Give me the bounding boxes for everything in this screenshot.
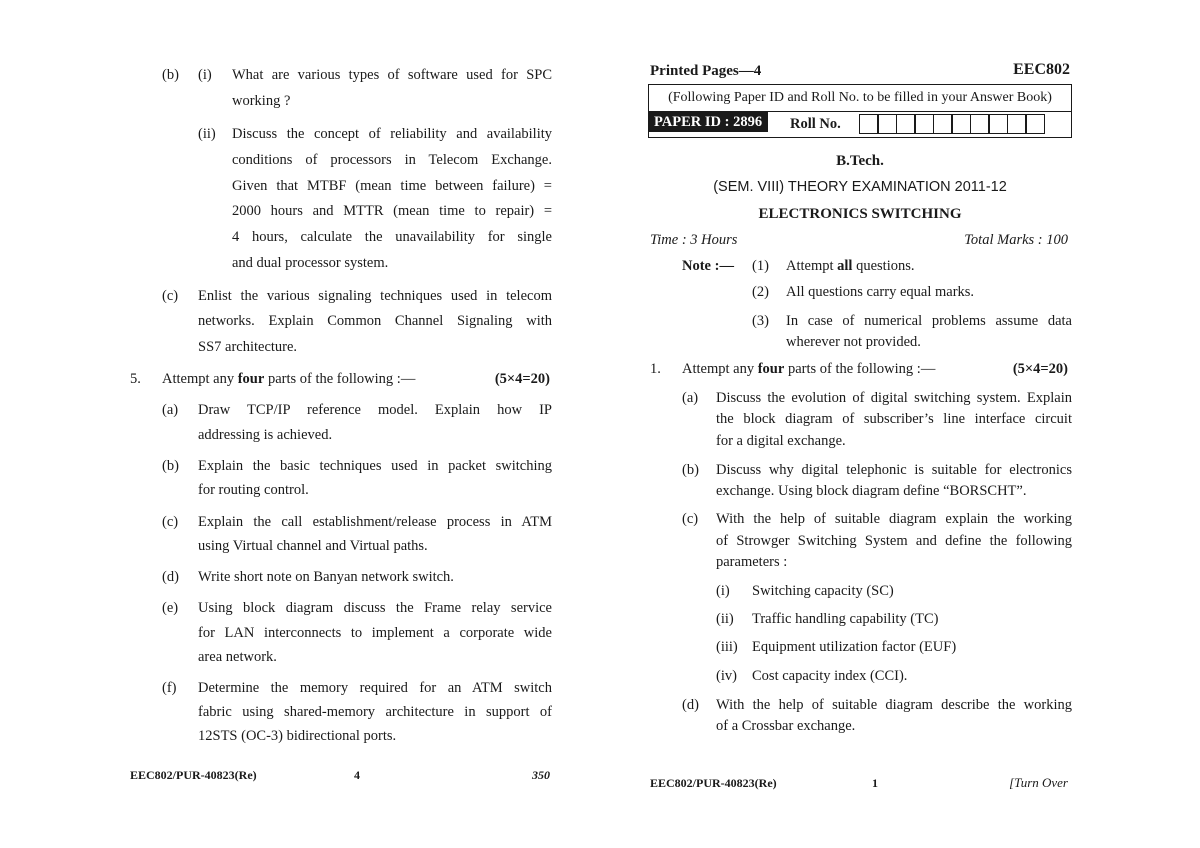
paper-code: EEC802 (1013, 61, 1070, 78)
q4b-i-label: (i) (198, 67, 212, 83)
roll-cell[interactable] (970, 114, 990, 134)
left-page (128, 0, 552, 848)
q4b-ii-line: 2000 hours and MTTR (mean time to repair) = (232, 203, 552, 219)
q1-marks: (5×4=20) (1012, 361, 1068, 377)
roll-cell[interactable] (933, 114, 953, 134)
q1b-line: Discuss why digital telephonic is suitable for electronics (716, 462, 1072, 478)
q1c-label: (c) (682, 511, 699, 527)
footer-code: EEC802/PUR-40823(Re) (130, 768, 257, 782)
q4b-i-text-cont: working ? (232, 93, 291, 109)
q1c-sub-text: Cost capacity index (CCI). (752, 668, 908, 684)
q5e-label: (e) (162, 600, 179, 616)
q4c-line: networks. Explain Common Channel Signaling with (198, 313, 552, 329)
q5f-line: fabric using shared-memory architecture in support of (198, 704, 552, 720)
q1a-line: Discuss the evolution of digital switching system. Explain (716, 390, 1072, 406)
q4b-ii-line: Discuss the concept of reliability and availability (232, 126, 552, 142)
q5e-line: for LAN interconnects to implement a corporate wide (198, 625, 552, 641)
q1c-sub-label: (i) (716, 583, 730, 599)
q1c-sub-text: Traffic handling capability (TC) (752, 611, 939, 627)
q1b-line: exchange. Using block diagram define “BORSCHT”. (716, 483, 1027, 499)
note-2-label: (2) (752, 284, 769, 300)
q4b-ii-line: and dual processor system. (232, 255, 389, 271)
note-label: Note :— (682, 258, 734, 274)
instruction-text: (Following Paper ID and Roll No. to be filled in your Answer Book) (668, 90, 1052, 105)
q4b-label: (b) (162, 67, 179, 83)
right-page (648, 0, 1072, 848)
roll-cell[interactable] (859, 114, 879, 134)
q5a-label: (a) (162, 402, 179, 418)
footer-code: EEC802/PUR-40823(Re) (650, 776, 777, 790)
q1d-line: With the help of suitable diagram describe the working (716, 697, 1072, 713)
exam-title: (SEM. VIII) THEORY EXAMINATION 2011-12 (713, 179, 1007, 195)
note-3-text-cont: wherever not provided. (786, 334, 921, 350)
printed-pages: Printed Pages—4 (650, 63, 762, 79)
roll-cell[interactable] (1007, 114, 1027, 134)
q1c-sub-label: (ii) (716, 611, 734, 627)
q1a-line: the block diagram of subscriber’s line interface circuit (716, 411, 1072, 427)
subject-title: ELECTRONICS SWITCHING (758, 206, 962, 222)
q5c-label: (c) (162, 514, 179, 530)
roll-cell[interactable] (896, 114, 916, 134)
q5b-line: Explain the basic techniques used in packet switching (198, 458, 552, 474)
footer-page-number: 4 (354, 768, 360, 782)
roll-no-label: Roll No. (790, 116, 841, 132)
q1c-sub-label: (iii) (716, 639, 738, 655)
q1d-label: (d) (682, 697, 699, 713)
q4c-line: Enlist the various signaling techniques used in telecom (198, 288, 552, 304)
q5b-label: (b) (162, 458, 179, 474)
q5c-line: Explain the call establishment/release process in ATM (198, 514, 552, 530)
footer-right: 350 (532, 768, 550, 782)
paper-id-badge: PAPER ID : 2896 (648, 112, 768, 132)
q5e-line: Using block diagram discuss the Frame relay service (198, 600, 552, 616)
note-1-label: (1) (752, 258, 769, 274)
q5d-label: (d) (162, 569, 179, 585)
q1d-line: of a Crossbar exchange. (716, 718, 856, 734)
time-allowed: Time : 3 Hours (650, 232, 738, 248)
roll-no-cells[interactable] (860, 114, 1045, 134)
q1a-label: (a) (682, 390, 699, 406)
q5f-line: Determine the memory required for an ATM switch (198, 680, 552, 696)
q4b-ii-label: (ii) (198, 126, 216, 142)
total-marks: Total Marks : 100 (964, 232, 1068, 248)
note-3-text: In case of numerical problems assume data (786, 313, 1072, 329)
note-2-text: All questions carry equal marks. (786, 284, 975, 300)
q1-instruction: Attempt any four parts of the following :— (682, 361, 936, 377)
q5d-line: Write short note on Banyan network switch. (198, 569, 454, 585)
q4b-i-text: What are various types of software used for SPC (232, 67, 552, 83)
q1c-sub-text: Switching capacity (SC) (752, 583, 894, 599)
roll-cell[interactable] (914, 114, 934, 134)
q4b-ii-line: Given that MTBF (mean time between failure) = (232, 178, 552, 194)
turn-over: [Turn Over (1009, 775, 1068, 790)
q1-number: 1. (650, 361, 661, 377)
q5e-line: area network. (198, 649, 277, 665)
answer-book-instruction (648, 89, 1072, 107)
q5a-line: addressing is achieved. (198, 427, 333, 443)
q5a-line: Draw TCP/IP reference model. Explain how IP (198, 402, 552, 418)
q1c-line: of Strowger Switching System and define the following (716, 533, 1072, 549)
q4b-ii-line: conditions of processors in Telecom Exchange. (232, 152, 552, 168)
q1b-label: (b) (682, 462, 699, 478)
q4c-line: SS7 architecture. (198, 339, 298, 355)
note-3-label: (3) (752, 313, 769, 329)
q5-marks: (5×4=20) (494, 371, 550, 387)
q5-instruction: Attempt any four parts of the following :— (162, 371, 416, 387)
q1c-sub-label: (iv) (716, 668, 737, 684)
q4c-label: (c) (162, 288, 179, 304)
q1a-line: for a digital exchange. (716, 433, 846, 449)
q1c-line: parameters : (716, 554, 788, 570)
q1c-sub-text: Equipment utilization factor (EUF) (752, 639, 957, 655)
note-1-text: Attempt all questions. (786, 258, 915, 274)
roll-cell[interactable] (988, 114, 1008, 134)
q5-number: 5. (130, 371, 141, 387)
q1c-line: With the help of suitable diagram explain the working (716, 511, 1072, 527)
degree: B.Tech. (836, 153, 884, 169)
roll-cell[interactable] (877, 114, 897, 134)
q5f-line: 12STS (OC-3) bidirectional ports. (198, 728, 397, 744)
q4b-ii-line: 4 hours, calculate the unavailability for single (232, 229, 552, 245)
roll-cell[interactable] (951, 114, 971, 134)
footer-page-number: 1 (872, 776, 878, 790)
q5b-line: for routing control. (198, 482, 309, 498)
q5c-line: using Virtual channel and Virtual paths. (198, 538, 428, 554)
q5f-label: (f) (162, 680, 177, 696)
roll-cell[interactable] (1025, 114, 1045, 134)
